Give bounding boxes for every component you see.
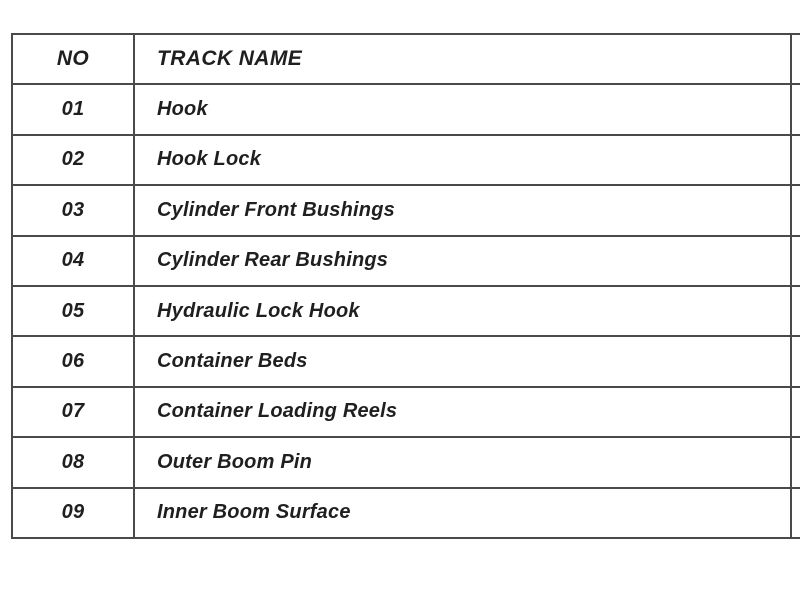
cell-no: 07 (13, 388, 135, 438)
cell-no: 04 (13, 237, 135, 287)
cell-cutoff (792, 237, 800, 287)
cell-no: 02 (13, 136, 135, 186)
cell-no: 03 (13, 186, 135, 236)
cell-track-name: Container Beds (135, 337, 792, 387)
cell-cutoff (792, 287, 800, 337)
cell-no: 05 (13, 287, 135, 337)
cell-cutoff (792, 186, 800, 236)
cell-cutoff (792, 489, 800, 539)
cell-cutoff (792, 337, 800, 387)
cell-track-name: Container Loading Reels (135, 388, 792, 438)
cell-track-name: Cylinder Rear Bushings (135, 237, 792, 287)
cell-track-name: Hook (135, 85, 792, 135)
cell-no: 08 (13, 438, 135, 488)
header-cell-cutoff (792, 35, 800, 85)
header-cell-track-name: TRACK NAME (135, 35, 792, 85)
cell-track-name: Inner Boom Surface (135, 489, 792, 539)
cell-cutoff (792, 388, 800, 438)
cell-track-name: Cylinder Front Bushings (135, 186, 792, 236)
cell-cutoff (792, 438, 800, 488)
cell-no: 06 (13, 337, 135, 387)
cell-no: 01 (13, 85, 135, 135)
cell-track-name: Hook Lock (135, 136, 792, 186)
track-name-table (11, 33, 800, 539)
header-cell-no: NO (13, 35, 135, 85)
cell-track-name: Outer Boom Pin (135, 438, 792, 488)
cell-track-name: Hydraulic Lock Hook (135, 287, 792, 337)
cell-cutoff (792, 85, 800, 135)
cell-no: 09 (13, 489, 135, 539)
cell-cutoff (792, 136, 800, 186)
